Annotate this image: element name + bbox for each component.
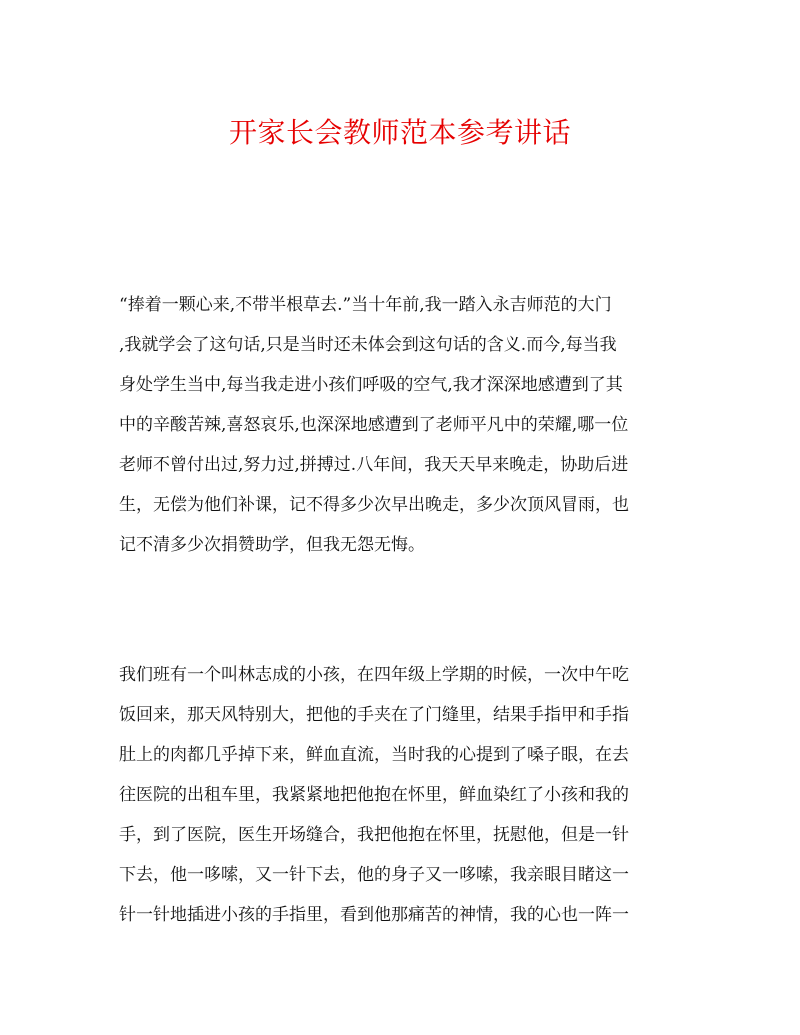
paragraph-line: “捧着一颗心来,不带半根草去.”当十年前,我一踏入永吉师范的大门: [119, 295, 612, 315]
paragraph-line: 手，到了医院，医生开场缝合，我把他抱在怀里，抚慰他，但是一针: [119, 825, 629, 845]
paragraph-line: 我们班有一个叫林志成的小孩，在四年级上学期的时候，一次中午吃: [119, 665, 629, 685]
paragraph-line: 肚上的肉都几乎掉下来，鲜血直流，当时我的心提到了嗓子眼，在去: [119, 745, 629, 765]
paragraph-1: [119, 285, 679, 565]
paragraph-line: 生，无偿为他们补课，记不得多少次早出晚走，多少次顶风冒雨，也: [119, 495, 629, 515]
paragraph-line: 老师不曾付出过,努力过,拼搏过.八年间，我天天早来晚走，协助后进: [119, 455, 629, 475]
paragraph-2: [119, 655, 679, 935]
paragraph-line: 中的辛酸苦辣,喜怒哀乐,也深深地感遭到了老师平凡中的荣耀,哪一位: [119, 415, 629, 435]
paragraph-line: 饭回来，那天风特别大，把他的手夹在了门缝里，结果手指甲和手指: [119, 705, 629, 725]
document-title: 开家长会教师范本参考讲话: [228, 116, 571, 149]
paragraph-line: ,我就学会了这句话,只是当时还未体会到这句话的含义.而今,每当我: [119, 335, 617, 355]
paragraph-line: 往医院的出租车里，我紧紧地把他抱在怀里，鲜血染红了小孩和我的: [119, 785, 629, 805]
paragraph-line: 下去，他一哆嗦，又一针下去，他的身子又一哆嗦，我亲眼目睹这一: [119, 865, 629, 885]
paragraph-line: 身处学生当中,每当我走进小孩们呼吸的空气,我才深深地感遭到了其: [119, 375, 623, 395]
paragraph-line: 记不清多少次捐赞助学，但我无怨无悔。: [119, 535, 425, 555]
paragraph-line: 针一针地插进小孩的手指里，看到他那痛苦的神情，我的心也一阵一: [119, 905, 629, 925]
